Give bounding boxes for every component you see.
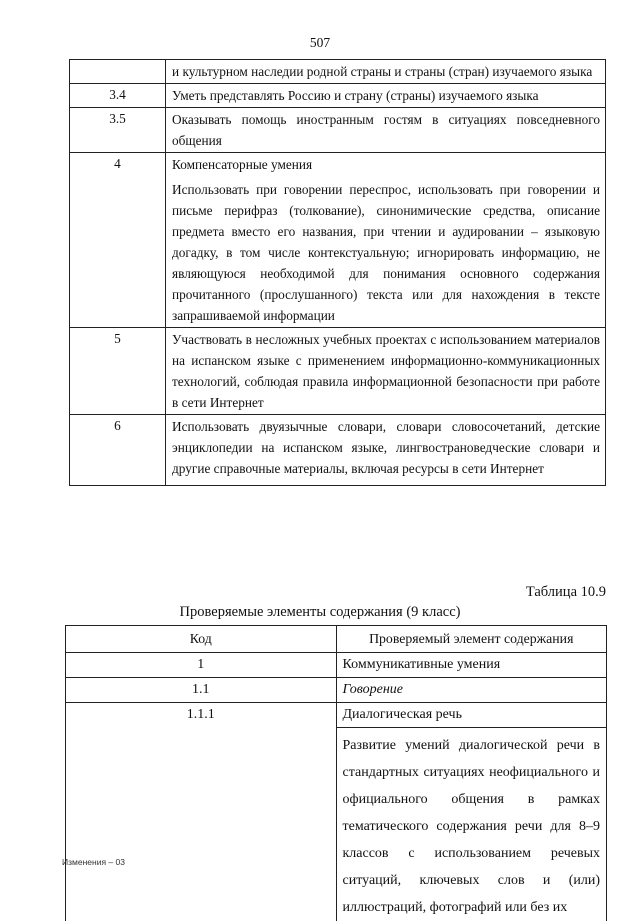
row-text: Коммуникативные умения [336, 653, 607, 678]
row-heading: Компенсаторные умения [172, 154, 600, 175]
row-text: Уметь представлять Россию и страну (страны) изучаемого языка [166, 84, 606, 108]
row-code: 3.4 [70, 84, 166, 108]
table-row [70, 153, 606, 328]
content-elements-table [65, 625, 607, 921]
row-code: 1 [66, 653, 337, 678]
footer-note: Изменения – 03 [62, 857, 125, 867]
row-text: Участвовать в несложных учебных проектах с использованием материалов на испанском языке с применением информационно-коммуникационных технологий, соблюдая правила информационной безопасности при работе в сети Интернет [166, 328, 606, 415]
table-row [70, 328, 606, 415]
header-element: Проверяемый элемент содержания [336, 626, 607, 653]
row-text: Оказывать помощь иностранным гостям в ситуациях повседневного общения [166, 108, 606, 153]
table-caption: Таблица 10.9 [526, 584, 606, 601]
row-code: 1.1.1 [66, 703, 337, 921]
table-header-row [66, 626, 607, 653]
row-code: 4 [70, 153, 166, 328]
row-heading: Диалогическая речь [337, 703, 607, 728]
row-text-container [166, 153, 606, 328]
header-code: Код [66, 626, 337, 653]
table-row [66, 653, 607, 678]
table-row [66, 678, 607, 703]
row-description: Использовать при говорении переспрос, использовать при говорении и письме перифраз (толкование), синонимические средства, описание предмета вместо его названия, при чтении и аудировании – языковую догадку, в том числе контекстуальную; игнорировать информацию, не являющуюся необходимой для понимания основного содержания прочитанного (прослушанного) текста или для нахождения в тексте запрашиваемой информации [172, 179, 600, 326]
page-number: 507 [0, 35, 640, 51]
row-text: Говорение [336, 678, 607, 703]
table-row [70, 415, 606, 486]
row-code [70, 60, 166, 84]
table-row [66, 703, 607, 921]
table-row [70, 108, 606, 153]
row-description: Развитие умений диалогической речи в стандартных ситуациях неофициального и официального общения в рамках тематического содержания речи для 8–9 классов с использованием речевых ситуаций, ключевых слов и (или) иллюстраций, фотографий или без их [343, 732, 601, 921]
row-code: 5 [70, 328, 166, 415]
table-row [70, 60, 606, 84]
row-code: 6 [70, 415, 166, 486]
table-title: Проверяемые элементы содержания (9 класс) [0, 604, 640, 621]
row-code: 1.1 [66, 678, 337, 703]
row-text: и культурном наследии родной страны и страны (стран) изучаемого языка [166, 60, 606, 84]
skills-table [69, 59, 606, 486]
row-text-container [336, 703, 607, 921]
row-text: Использовать двуязычные словари, словари словосочетаний, детские энциклопедии на испанском языке, лингвострановедческие словари и другие справочные материалы, включая ресурсы в сети Интернет [166, 415, 606, 486]
table-row [70, 84, 606, 108]
row-code: 3.5 [70, 108, 166, 153]
